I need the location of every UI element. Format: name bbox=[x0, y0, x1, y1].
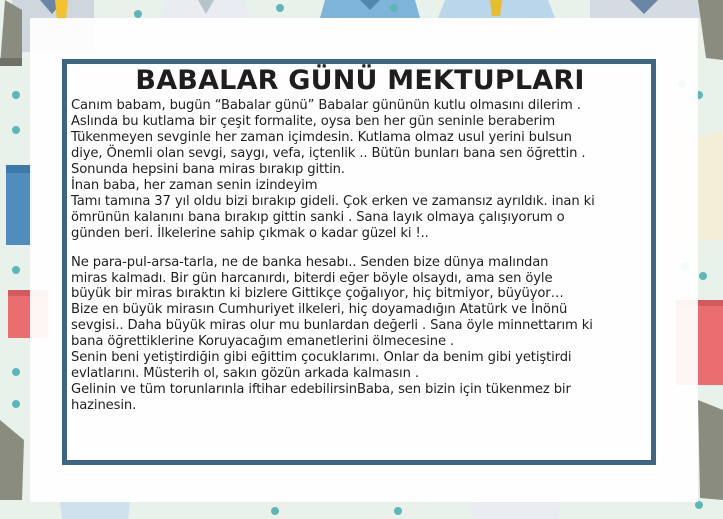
letter-line: İnan baba, her zaman senin izindeyim bbox=[71, 177, 318, 193]
pants-icon bbox=[6, 165, 32, 245]
tshirt-icon bbox=[470, 502, 560, 519]
shirt-icon bbox=[438, 0, 555, 18]
letter-line: miras kalmadı. Bir gün harcanırdı, biterdi eğer böyle olsaydı, ama sen öyle bbox=[71, 270, 553, 286]
jacket-icon bbox=[698, 400, 723, 500]
letter-line: büyük bir miras bıraktın ki bizlere Gittikçe çoğalıyor, hiç bitmiyor, büyüyor… bbox=[71, 286, 564, 302]
letter-body bbox=[71, 98, 649, 414]
letter-line: Aslında bu kutlama bir çeşit formalite, oysa ben her gün seninle beraberim bbox=[71, 113, 556, 129]
letter-line: Ne para-pul-arsa-tarla, ne de banka hesabı.. Senden bize dünya malından bbox=[71, 254, 549, 270]
letter-line: Senin beni yetiştirdiğin gibi eğittim çocuklarımı. Onlar da benim gibi yetiştirdi bbox=[71, 350, 572, 366]
letter-line: günden beri. İlkelerine sahip çıkmak o kadar güzel ki !.. bbox=[71, 225, 429, 241]
paragraph-gap bbox=[71, 242, 649, 255]
letter-line: Tamı tamına 37 yıl oldu bizi bırakıp gideli. Çok erken ve zamansız ayrıldık. inan ki bbox=[71, 193, 595, 209]
letter-line: diye, Önemli olan sevgi, saygı, vefa, içtenlik .. Bütün bunları bana sen öğrettin . bbox=[71, 145, 586, 161]
letter-line: Tükenmeyen sevginle her zaman içimdesin. Kutlama olmaz usul yerini bulsun bbox=[71, 129, 572, 145]
shirt-icon bbox=[320, 0, 420, 18]
letter-content bbox=[71, 64, 649, 462]
letter-line: ömrünün kalanını bana bırakıp gittin sanki . Sana layık olmaya çalışıyorum o bbox=[71, 209, 565, 225]
shirt-icon bbox=[60, 502, 130, 519]
letter-line: Sonunda hepsini bana miras bırakıp gittin. bbox=[71, 161, 345, 177]
letter-line: Bize en büyük mirasın Cumhuriyet ilkeleri, hiç doyamadığın Atatürk ve İnönü bbox=[71, 302, 568, 318]
letter-line: sevgisi.. Daha büyük miras olur mu bunlardan değerli . Sana öyle minnettarım ki bbox=[71, 318, 593, 334]
letter-line: Canım babam, bugün “Babalar günü” Babalar gününün kutlu olmasını dilerim . bbox=[71, 98, 581, 113]
tshirt-icon bbox=[160, 0, 250, 18]
page-title: BABALAR GÜNÜ MEKTUPLARI bbox=[135, 65, 585, 96]
letter-line: bana öğrettiklerine Koruyacağım emanetlerini ölmecesine . bbox=[71, 334, 455, 350]
jacket-icon bbox=[0, 420, 24, 500]
letter-line: Gelinin ve tüm torunlarınla iftihar edebilirsinBaba, sen bizin için tükenmez bir bbox=[71, 382, 571, 398]
letter-line: evlatlarını. Müsterih ol, sakın gözün arkada kalmasın . bbox=[71, 366, 419, 382]
letter-line: hazinesin. bbox=[71, 398, 137, 414]
